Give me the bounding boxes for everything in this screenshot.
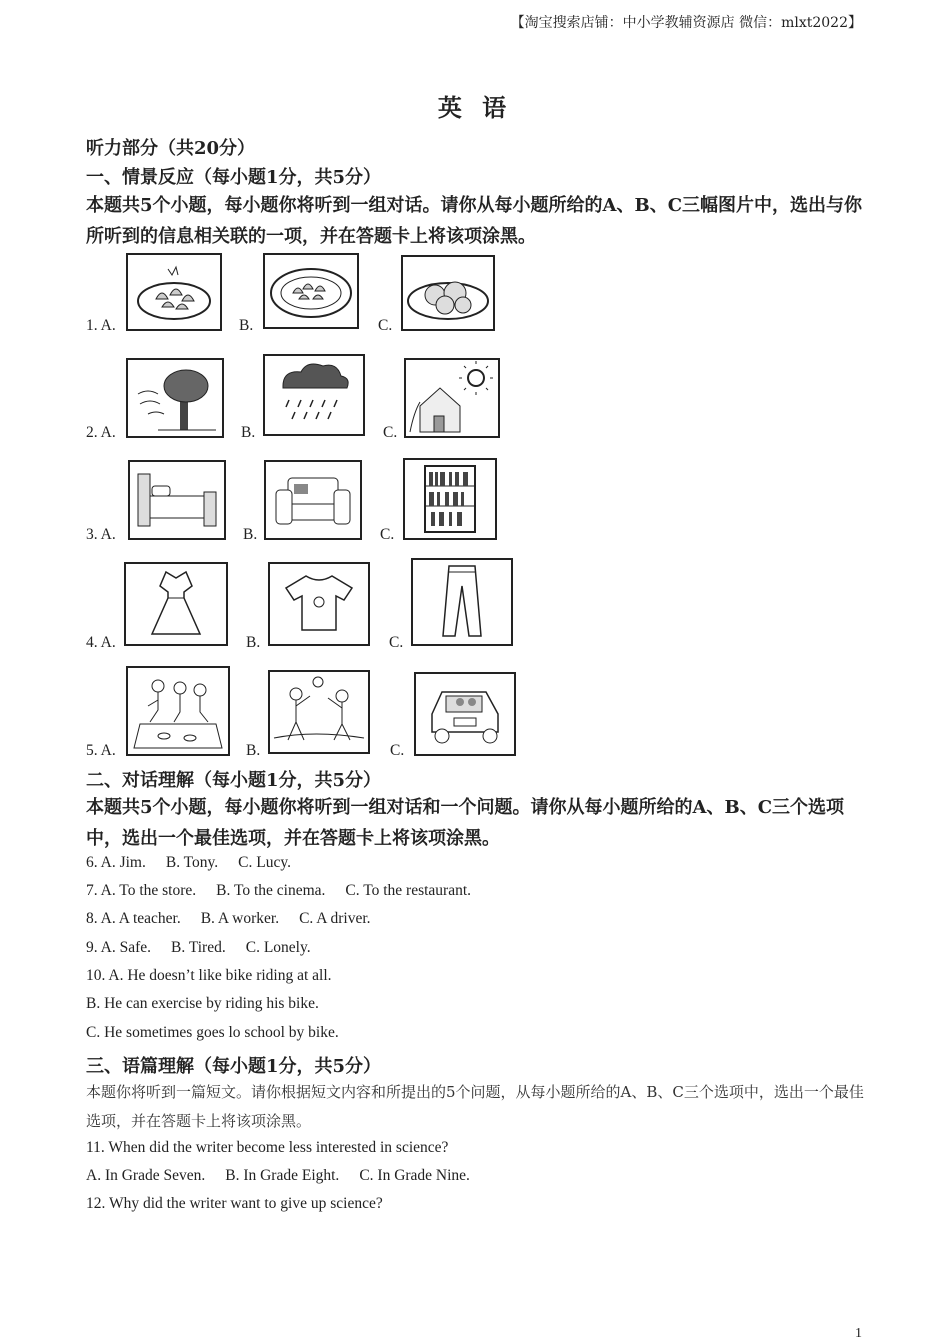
q8-option-c[interactable]: C. A driver.: [299, 910, 371, 927]
q10-option-a[interactable]: 10. A. He doesn’t like bike riding at all.: [86, 967, 332, 984]
q4-option-a-image[interactable]: [124, 562, 228, 646]
bed-icon: [130, 462, 224, 538]
q11-option-b[interactable]: B. In Grade Eight.: [225, 1167, 340, 1184]
listening-heading: 听力部分（共20分）: [86, 138, 256, 159]
q5-option-a-image[interactable]: [126, 666, 230, 756]
q7-option-a[interactable]: 7. A. To the store.: [86, 882, 197, 899]
q2-option-a-image[interactable]: [126, 358, 224, 438]
q2-option-b-image[interactable]: [263, 354, 365, 436]
trousers-icon: [413, 560, 511, 644]
q5-label-b: B.: [246, 742, 261, 759]
dumplings-plate-icon: [128, 255, 220, 329]
q10-option-c[interactable]: C. He sometimes goes lo school by bike.: [86, 1024, 339, 1041]
bookshelf-icon: [405, 460, 495, 538]
section1-instruction: 本题共5个小题，每小题你将听到一组对话。请你从每小题所给的A、B、C三幅图片中，选出与你所听到的信息相关联的一项，并在答题卡上将该项涂黑。: [86, 195, 863, 247]
q8-option-b[interactable]: B. A worker.: [200, 910, 280, 927]
page-number: 1: [855, 1326, 862, 1341]
q3-option-c-image[interactable]: [403, 458, 497, 540]
q6-option-c[interactable]: C. Lucy.: [238, 854, 291, 871]
section2-instruction: 本题共5个小题，每小题你将听到一组对话和一个问题。请你从每小题所给的A、B、C三个选项中，选出一个最佳选项，并在答题卡上将该项涂黑。: [86, 797, 845, 849]
q2-option-c-image[interactable]: [404, 358, 500, 438]
section2-heading: 二、对话理解（每小题1分，共5分）: [86, 770, 382, 791]
q2-label-a: 2. A.: [86, 424, 116, 441]
q6-option-b[interactable]: B. Tony.: [165, 854, 219, 871]
q10-option-b[interactable]: B. He can exercise by riding his bike.: [86, 995, 319, 1012]
q3-option-a-image[interactable]: [128, 460, 226, 540]
sofa-icon: [266, 462, 360, 538]
tshirt-icon: [270, 564, 368, 644]
q9-option-b[interactable]: B. Tired.: [171, 939, 226, 956]
q3-option-b-image[interactable]: [264, 460, 362, 540]
q11-option-c[interactable]: C. In Grade Nine.: [359, 1167, 470, 1184]
question-8: [86, 910, 371, 928]
q9-option-a[interactable]: 9. A. Safe.: [86, 939, 152, 956]
question-12: 12. Why did the writer want to give up science?: [86, 1195, 383, 1212]
q3-label-a: 3. A.: [86, 526, 116, 543]
q1-option-a-image[interactable]: [126, 253, 222, 331]
question-6: [86, 854, 291, 872]
question-9: [86, 939, 311, 957]
q11-option-a[interactable]: A. In Grade Seven.: [86, 1167, 206, 1184]
q4-label-b: B.: [246, 634, 261, 651]
q5-label-c: C.: [390, 742, 405, 759]
shop-note: 【淘宝搜索店铺：中小学教辅资源店 微信：mlxt2022】: [510, 15, 862, 31]
q6-option-a[interactable]: 6. A. Jim.: [86, 854, 146, 871]
q4-label-a: 4. A.: [86, 634, 116, 651]
q7-option-b[interactable]: B. To the cinema.: [216, 882, 326, 899]
q1-label-c: C.: [378, 317, 393, 334]
q11-options: [86, 1167, 470, 1185]
q4-option-b-image[interactable]: [268, 562, 370, 646]
q9-option-c[interactable]: C. Lonely.: [245, 939, 311, 956]
question-7: [86, 882, 471, 900]
car-icon: [416, 674, 514, 754]
q3-label-b: B.: [243, 526, 258, 543]
buns-plate-icon: [403, 257, 493, 329]
q1-label-b: B.: [239, 317, 254, 334]
section3-heading: 三、语篇理解（每小题1分，共5分）: [86, 1056, 382, 1077]
q8-option-a[interactable]: 8. A. A teacher.: [86, 910, 181, 927]
windy-tree-icon: [128, 360, 222, 436]
q1-label-a: 1. A.: [86, 317, 116, 334]
q5-label-a: 5. A.: [86, 742, 116, 759]
q3-label-c: C.: [380, 526, 395, 543]
rain-cloud-icon: [265, 356, 363, 434]
dress-icon: [126, 564, 226, 644]
section3-instruction: 本题你将听到一篇短文。请你根据短文内容和所提出的5个问题，从每小题所给的A、B、C三个选项中，选出一个最佳选项，并在答题卡上将该项涂黑。: [86, 1083, 864, 1130]
q1-option-b-image[interactable]: [263, 253, 359, 329]
q2-label-c: C.: [383, 424, 398, 441]
q5-option-c-image[interactable]: [414, 672, 516, 756]
sunny-house-icon: [406, 360, 498, 436]
section1-heading: 一、情景反应（每小题1分，共5分）: [86, 167, 382, 188]
q5-option-b-image[interactable]: [268, 670, 370, 754]
dumplings-plate-icon: [265, 255, 357, 327]
ball-game-icon: [270, 672, 368, 752]
q4-label-c: C.: [389, 634, 404, 651]
q1-option-c-image[interactable]: [401, 255, 495, 331]
q2-label-b: B.: [241, 424, 256, 441]
q7-option-c[interactable]: C. To the restaurant.: [345, 882, 472, 899]
question-11: 11. When did the writer become less interested in science?: [86, 1139, 449, 1156]
q4-option-c-image[interactable]: [411, 558, 513, 646]
picnic-icon: [128, 668, 228, 754]
page-title: 英 语: [437, 93, 513, 122]
